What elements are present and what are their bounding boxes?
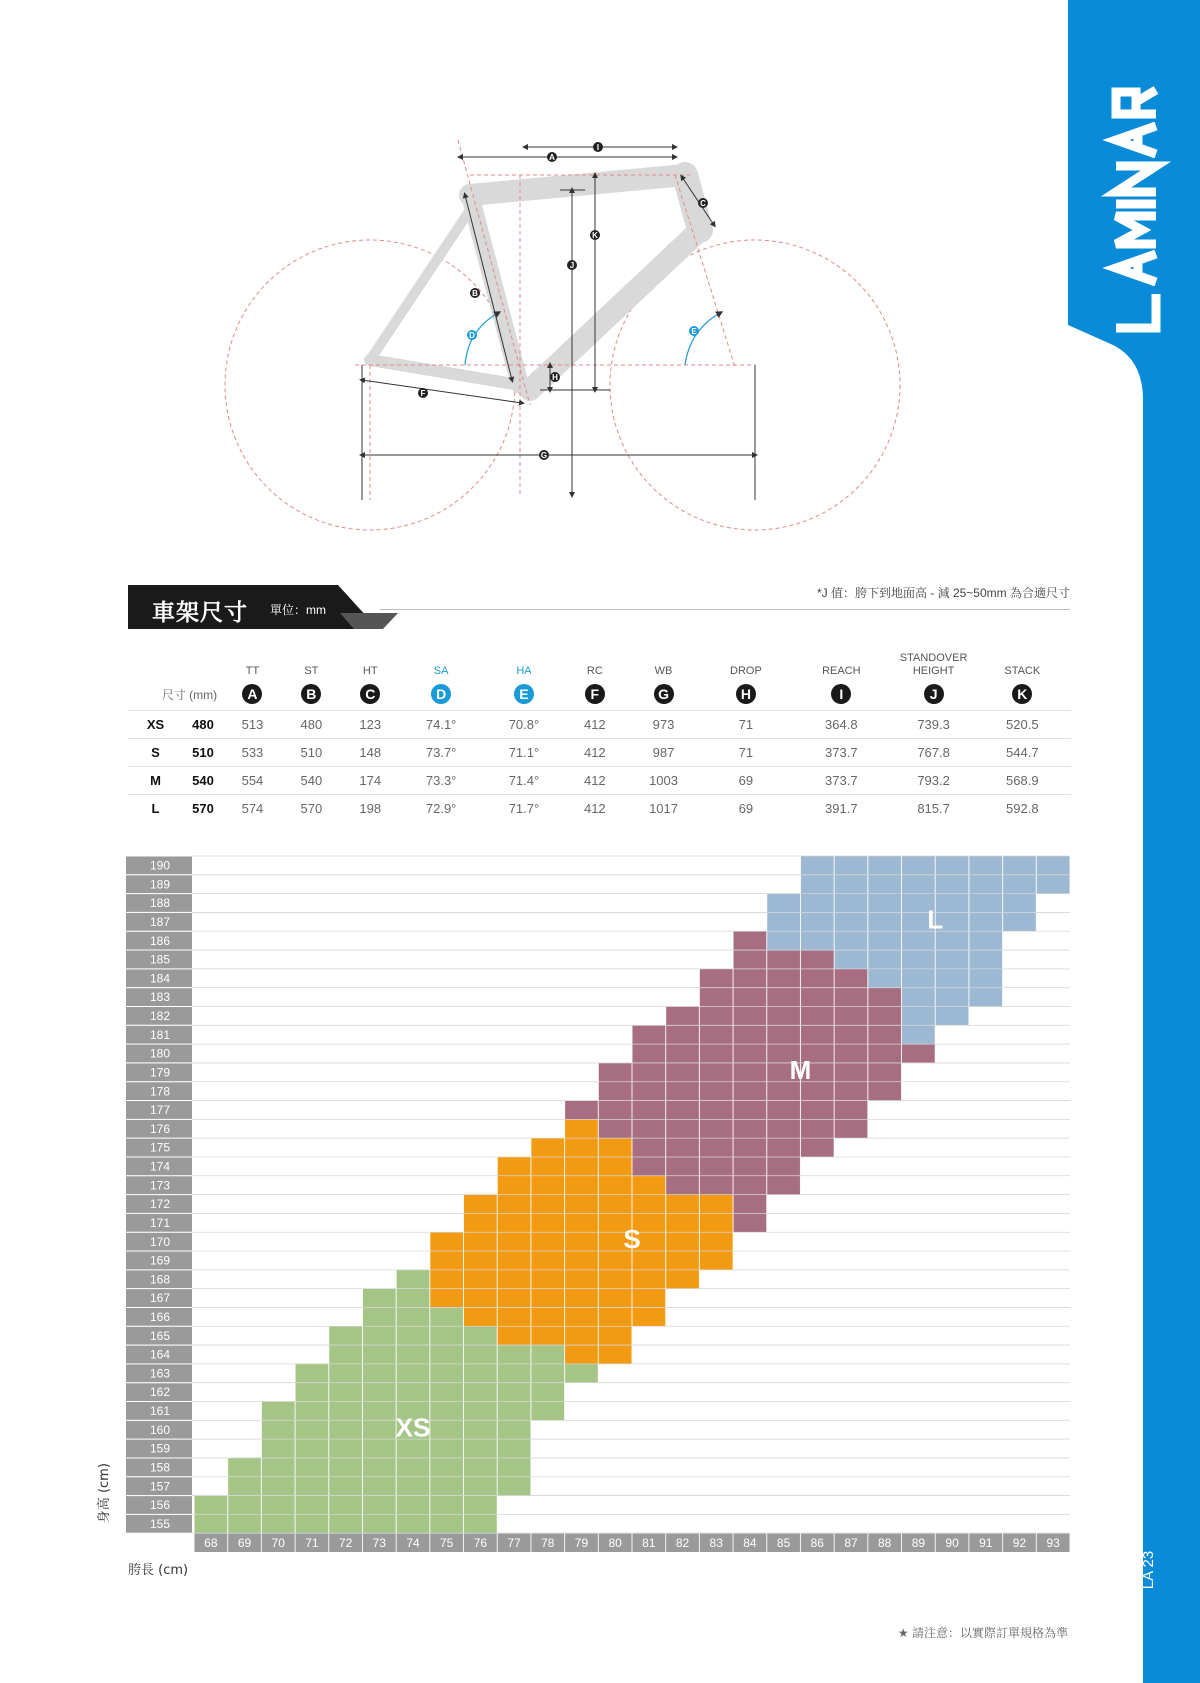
- letter-e-icon: E: [514, 684, 534, 704]
- x-tick-label: 68: [204, 1536, 218, 1551]
- size-cell-xs: [295, 1364, 598, 1383]
- size-cell-m: [733, 1195, 767, 1214]
- spec-unit: 單位：mm: [270, 603, 326, 617]
- svg-text:B: B: [472, 289, 478, 298]
- size-cell-l: [767, 931, 1003, 950]
- y-tick-label: 164: [149, 1347, 171, 1362]
- y-tick-label: 168: [149, 1272, 171, 1287]
- col-sa: SA: [433, 665, 449, 677]
- x-axis-label: 胯長 (cm): [128, 1563, 189, 1578]
- series-label-m: M: [789, 1054, 812, 1085]
- table-letter-row: [128, 678, 1071, 711]
- x-tick-label: 79: [574, 1536, 589, 1551]
- col-ht: HT: [362, 665, 378, 677]
- letter-g-icon: G: [654, 684, 674, 704]
- table-header-row: [128, 648, 1071, 678]
- bike-frame: [370, 175, 700, 390]
- size-cell-s: [531, 1138, 632, 1157]
- size-cell-s: [464, 1213, 767, 1232]
- size-cell-m: [598, 1082, 901, 1101]
- series-label-l: L: [927, 904, 944, 935]
- y-tick-label: 174: [149, 1159, 171, 1174]
- svg-text:J: J: [569, 261, 575, 270]
- x-tick-label: 74: [406, 1536, 420, 1551]
- col-wb: WB: [654, 665, 673, 677]
- x-tick-label: 88: [878, 1536, 892, 1551]
- y-tick-label: 160: [149, 1422, 171, 1437]
- x-tick-label: 93: [1046, 1536, 1060, 1551]
- table-row: XS 480 513 480 123 74.1° 70.8° 412 973 71 364.8 739.3 520.5: [128, 711, 1071, 739]
- x-tick-label: 89: [911, 1536, 926, 1551]
- x-tick-label: 70: [271, 1536, 285, 1551]
- geometry-table: [128, 648, 1071, 822]
- y-tick-label: 158: [149, 1460, 171, 1475]
- y-tick-label: 171: [149, 1215, 171, 1230]
- y-tick-label: 159: [149, 1441, 171, 1456]
- y-tick-label: 157: [149, 1479, 171, 1494]
- y-tick-label: 188: [149, 896, 171, 911]
- y-tick-label: 173: [149, 1178, 171, 1193]
- col-drop: DROP: [730, 665, 762, 677]
- col-standover: STANDOVER HEIGHT: [899, 652, 968, 677]
- svg-text:G: G: [540, 451, 548, 460]
- y-tick-label: 185: [149, 952, 171, 967]
- y-tick-label: 179: [149, 1065, 171, 1080]
- size-cell-m: [565, 1101, 868, 1120]
- size-cell-m: [733, 950, 834, 969]
- size-cell-xs: [194, 1496, 497, 1515]
- size-label: 尺寸 (mm): [161, 687, 218, 702]
- letter-f-icon: F: [585, 684, 605, 704]
- svg-text:A: A: [549, 153, 555, 162]
- col-reach: REACH: [822, 665, 861, 677]
- size-cell-s: [430, 1289, 666, 1308]
- size-cell-xs: [396, 1270, 430, 1289]
- y-tick-label: 163: [149, 1366, 171, 1381]
- size-cell-l: [902, 1025, 936, 1044]
- x-tick-label: 83: [709, 1536, 723, 1551]
- spec-title: 車架尺寸: [152, 599, 248, 625]
- x-tick-label: 91: [979, 1536, 993, 1551]
- y-tick-label: 166: [149, 1310, 171, 1325]
- series-label-xs: XS: [395, 1412, 431, 1443]
- letter-d-icon: D: [431, 684, 451, 704]
- x-tick-label: 86: [810, 1536, 824, 1551]
- size-cell-xs: [228, 1458, 531, 1477]
- size-cell-s: [430, 1232, 733, 1251]
- table-row: L 570 574 570 198 72.9° 71.7° 412 1017 69 391.7 815.7 592.8: [128, 795, 1071, 823]
- size-cell-s: [565, 1119, 599, 1138]
- y-tick-label: 169: [149, 1253, 171, 1268]
- col-tt: TT: [245, 665, 260, 677]
- svg-text:K: K: [592, 231, 598, 240]
- spec-divider: [380, 609, 1070, 610]
- x-tick-label: 69: [237, 1536, 252, 1551]
- letter-k-icon: K: [1012, 684, 1032, 704]
- y-tick-label: 162: [149, 1385, 171, 1400]
- size-cell-m: [632, 1157, 800, 1176]
- svg-text:C: C: [700, 199, 706, 208]
- y-tick-label: 186: [149, 933, 171, 948]
- dim-label-i: I: [596, 143, 600, 152]
- y-tick-label: 190: [149, 858, 171, 873]
- x-tick-label: 80: [608, 1536, 622, 1551]
- size-cell-s: [430, 1251, 733, 1270]
- spec-note: *J 值：胯下到地面高 - 減 25~50mm 為合適尺寸: [816, 586, 1070, 600]
- x-tick-label: 71: [305, 1536, 319, 1551]
- size-chart: [97, 856, 1070, 1578]
- size-cell-m: [598, 1063, 901, 1082]
- y-tick-label: 170: [149, 1234, 171, 1249]
- letter-b-icon: B: [301, 684, 321, 704]
- y-tick-label: 155: [149, 1516, 171, 1531]
- letter-a-icon: A: [242, 684, 262, 704]
- col-stack: STACK: [1004, 665, 1041, 677]
- y-tick-label: 175: [149, 1140, 171, 1155]
- x-tick-label: 81: [642, 1536, 656, 1551]
- series-label-s: S: [623, 1224, 641, 1255]
- svg-text:E: E: [691, 327, 697, 336]
- letter-i-icon: I: [831, 684, 851, 704]
- x-tick-label: 82: [675, 1536, 690, 1551]
- y-tick-label: 176: [149, 1121, 171, 1136]
- letter-h-icon: H: [736, 684, 756, 704]
- frame-geometry-diagram: [230, 135, 970, 540]
- page-number: LA 23: [1140, 1550, 1157, 1590]
- y-tick-label: 165: [149, 1328, 171, 1343]
- y-tick-label: 184: [149, 971, 171, 986]
- letter-j-icon: J: [924, 684, 944, 704]
- y-tick-label: 181: [149, 1027, 171, 1042]
- y-tick-label: 187: [149, 914, 171, 929]
- x-tick-label: 78: [541, 1536, 555, 1551]
- svg-text:D: D: [469, 331, 475, 340]
- y-tick-label: 182: [149, 1009, 171, 1024]
- x-tick-label: 87: [844, 1536, 858, 1551]
- size-cell-xs: [329, 1345, 565, 1364]
- brand-logo: [1076, 80, 1196, 340]
- y-axis-label: 身高 (cm): [97, 1463, 112, 1524]
- size-cell-m: [632, 1025, 935, 1044]
- size-cell-m: [733, 1213, 767, 1232]
- x-tick-label: 92: [1012, 1536, 1027, 1551]
- x-tick-label: 85: [776, 1536, 791, 1551]
- foot-note: ★ 請注意：以實際訂單規格為準: [897, 1626, 1068, 1640]
- svg-text:F: F: [420, 389, 426, 398]
- col-ha: HA: [516, 665, 532, 677]
- y-tick-label: 177: [149, 1103, 171, 1118]
- x-tick-label: 84: [743, 1536, 757, 1551]
- size-cell-xs: [228, 1477, 531, 1496]
- y-tick-label: 183: [149, 990, 171, 1005]
- size-cell-l: [834, 950, 1002, 969]
- x-tick-label: 77: [507, 1536, 521, 1551]
- y-tick-label: 180: [149, 1046, 171, 1061]
- size-cell-l: [902, 988, 1003, 1007]
- x-tick-label: 76: [473, 1536, 488, 1551]
- size-cell-m: [666, 1006, 902, 1025]
- x-tick-label: 90: [945, 1536, 959, 1551]
- y-tick-label: 156: [149, 1498, 171, 1513]
- col-rc: RC: [586, 665, 603, 677]
- size-cell-m: [733, 931, 767, 950]
- table-row: M 540 554 540 174 73.3° 71.4° 412 1003 69 373.7 793.2 568.9: [128, 767, 1071, 795]
- y-tick-label: 189: [149, 877, 171, 892]
- col-st: ST: [304, 665, 319, 677]
- x-tick-label: 72: [338, 1536, 353, 1551]
- y-tick-label: 172: [149, 1197, 171, 1212]
- x-tick-label: 73: [372, 1536, 386, 1551]
- letter-c-icon: C: [360, 684, 380, 704]
- svg-text:H: H: [552, 373, 558, 382]
- table-row: S 510 533 510 148 73.7° 71.1° 412 987 71 373.7 767.8 544.7: [128, 739, 1071, 767]
- y-tick-label: 167: [149, 1291, 171, 1306]
- x-tick-label: 75: [440, 1536, 454, 1551]
- size-cell-m: [632, 1044, 935, 1063]
- size-cell-m: [699, 969, 867, 988]
- y-tick-label: 161: [149, 1404, 171, 1419]
- y-tick-label: 178: [149, 1084, 171, 1099]
- size-cell-xs: [194, 1514, 497, 1533]
